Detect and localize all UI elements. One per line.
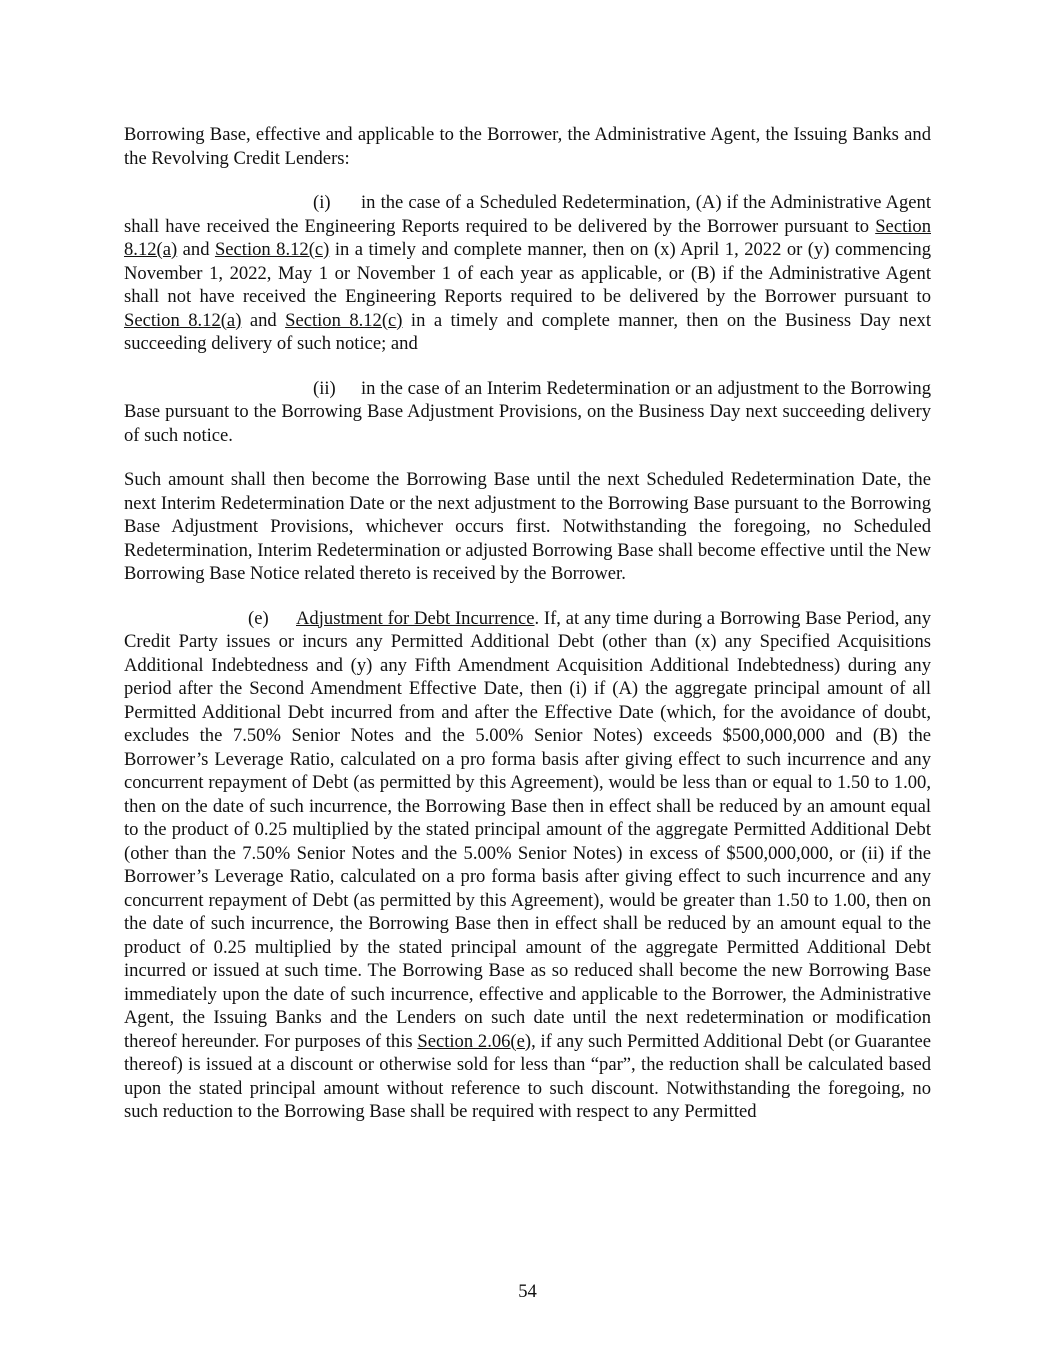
page-number: 54 — [518, 1281, 537, 1302]
section-2-06-e-reference: Section 2.06(e) — [417, 1030, 532, 1052]
clause-e-label: (e) — [248, 607, 269, 629]
clause-i-text: in a timely and complete manner, then on the Business Day next succeeding delivery of such notice; and — [124, 309, 931, 354]
such-amount-paragraph: Such amount shall then become the Borrowing Base until the next Scheduled Redetermination Date, the next Interim Redetermination Date or the next adjustment to the Borrowing Base pursuant to the Borrowing Base Adjustment Provisions, whichever occurs first. Notwithstanding the foregoing, no Scheduled Redetermination, Interim Redetermination or adjusted Borrowing Base shall become effective until the New Borrowing Base Notice related thereto is received by the Borrower. — [124, 469, 931, 584]
section-8-12-a-reference: Section 8.12(a) — [124, 309, 242, 331]
clause-ii-text: in the case of an Interim Redetermination or an adjustment to the Borrowing Base pursuant to the Borrowing Base Adjustment Provisions, on the Business Day next succeeding delivery of such notice. — [124, 377, 931, 446]
clause-i-text: and — [177, 239, 215, 260]
section-8-12-c-reference: Section 8.12(c) — [214, 239, 330, 260]
clause-i-text: in the case of a Scheduled Redetermination, (A) if the Administrative Agent shall have received the Engineering Reports required to be delivered by the Borrower pursuant to — [124, 192, 931, 237]
clause-i-label: (i) — [313, 192, 331, 213]
clause-e-heading: Adjustment for Debt Incurrence — [296, 607, 535, 629]
section-8-12-a-reference: Section 8.12(a) — [124, 215, 931, 260]
document-page — [124, 123, 931, 1145]
intro-paragraph: Borrowing Base, effective and applicable to the Borrower, the Administrative Agent, the Issuing Banks and the Revolving Credit Lenders: — [124, 124, 931, 169]
section-8-12-c-reference: Section 8.12(c) — [285, 309, 403, 331]
clause-e-text: . If, at any time during a Borrowing Base Period, any Credit Party issues or incurs any Permitted Additional Debt (other than (x) any Specified Acquisitions Additional Indebtedness and (y) any Fifth Amendment Acquisition Additional Indebtedness) during any period after the Second Amendment Effective Date, then (i) if (A) the aggregate principal amount of all Permitted Additional Debt incurred from and after the Effective Date (which, for the avoidance of doubt, excludes the 7.50% Senior Notes and the 5.00% Senior Notes) exceeds $500,000,000 and (B) the Borrower’s Leverage Ratio, calculated on a pro forma basis after giving effect to such incurrence and any concurrent repayment of Debt (as permitted by this Agreement), would be less than or equal to 1.50 to 1.00, then on the date of such incurrence, the Borrowing Base then in effect shall be reduced by an amount equal to the product of 0.25 multiplied by the stated principal amount of the aggregate Permitted Additional Debt (other than the 7.50% Senior Notes and the 5.00% Senior Notes) in excess of $500,000,000, or (ii) if the Borrower’s Leverage Ratio, calculated on a pro forma basis after giving effect to such incurrence and any concurrent repayment of Debt (as permitted by this Agreement), would be greater than 1.50 to 1.00, then on the date of such incurrence, the Borrowing Base then in effect shall be reduced by an amount equal to the product of 0.25 multiplied by the stated principal amount of the aggregate Permitted Additional Debt incurred or issued at such time. The Borrowing Base as so reduced shall become the new Borrowing Base immediately upon the date of such incurrence, effective and applicable to the Borrower, the Administrative Agent, the Issuing Banks and the Lenders on such date until the next redetermination or modification thereof hereunder. For purposes of this — [124, 607, 931, 1052]
clause-i-text: and — [241, 309, 286, 331]
clause-ii-paragraph — [124, 377, 931, 448]
clause-i-text: in a timely and complete manner, then on (x) April 1, 2022 or (y) commencing November 1, 2022, May 1 or November 1 of each year as applicable, or (B) if the Administrative Agent shall not have received the Engineering Reports required to be delivered by the Borrower pursuant to — [124, 239, 931, 307]
clause-e-paragraph — [124, 607, 931, 1124]
clause-i-paragraph — [124, 191, 931, 356]
clause-e-text: , if any such Permitted Additional Debt (or Guarantee thereof) is issued at a discount or otherwise sold for less than “par”, the reduction shall be calculated based upon the stated principal amount without reference to such discount. Notwithstanding the foregoing, no such reduction to the Borrowing Base shall be required with respect to any Permitted — [124, 1030, 932, 1122]
clause-ii-label: (ii) — [313, 377, 336, 399]
